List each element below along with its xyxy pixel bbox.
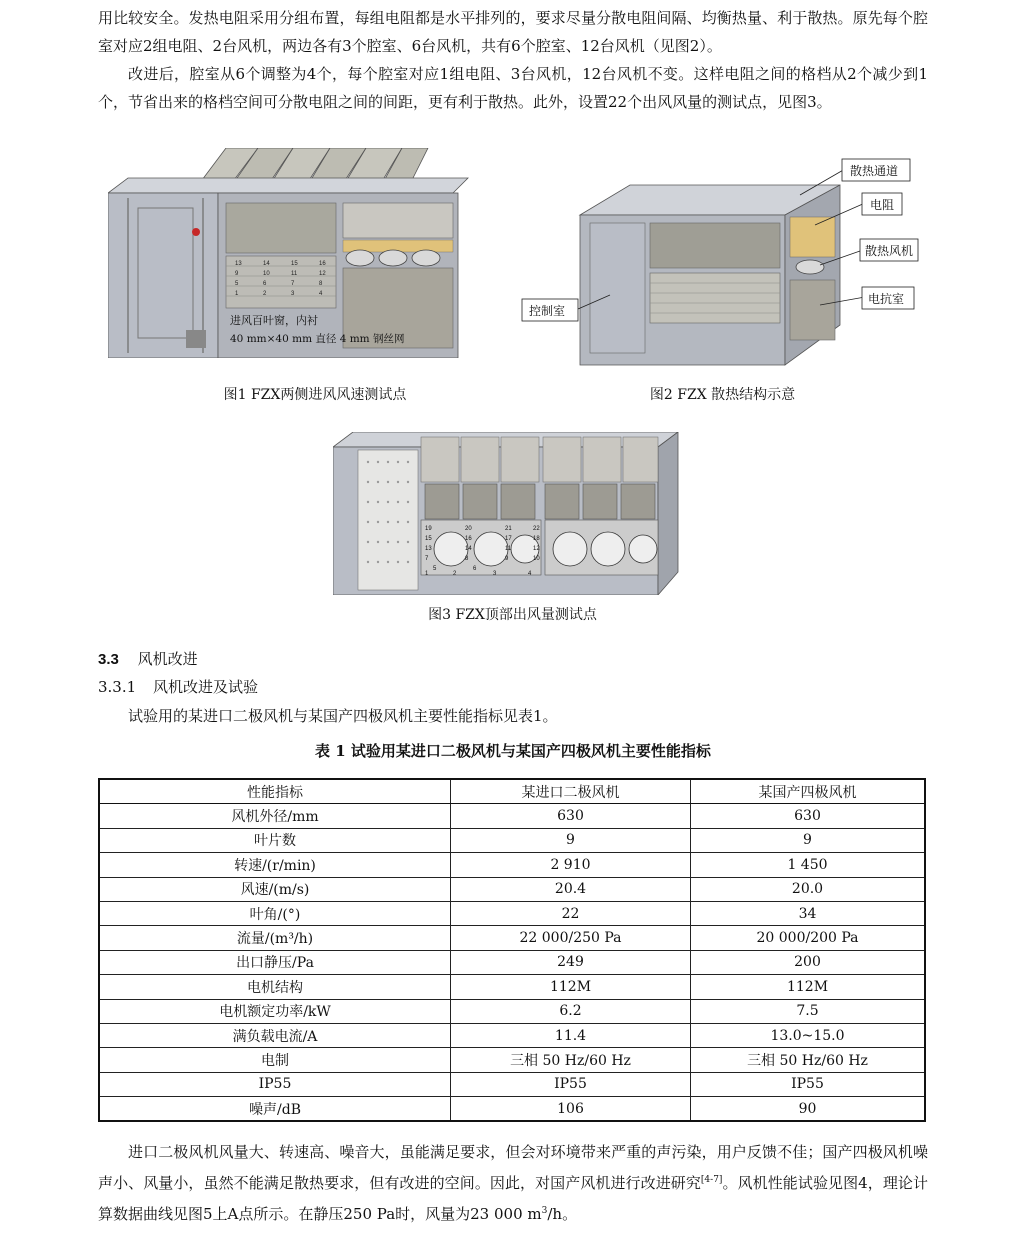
svg-text:2: 2 [453, 571, 457, 577]
paragraph-4-text-b: 。风机性能试验见图4，理论计算数据曲线见图5上A点所示。在静压250 Pa时，风量为23 000 m [98, 1174, 928, 1223]
svg-text:13: 13 [425, 546, 432, 552]
figure-3-container-top-illustration [333, 432, 698, 595]
table-cell: 电制 [99, 1048, 451, 1072]
table-row [99, 901, 925, 925]
performance-table [98, 778, 926, 1122]
table-cell: 流量/(m³/h) [99, 926, 451, 950]
table-cell: 20.4 [451, 877, 691, 901]
figure-3-caption: 图3 FZX顶部出风量测试点 [428, 607, 597, 623]
figure-1-container-illustration [108, 148, 493, 358]
figure-1-caption: 图1 FZX两侧进风风速测试点 [223, 387, 407, 403]
table-cell: 7.5 [691, 999, 926, 1023]
svg-text:10: 10 [263, 271, 270, 277]
table-cell: 叶片数 [99, 828, 451, 852]
table-cell: 风速/(m/s) [99, 877, 451, 901]
svg-text:10: 10 [533, 556, 540, 562]
svg-text:12: 12 [319, 271, 326, 277]
svg-text:4: 4 [528, 571, 532, 577]
table-row [99, 999, 925, 1023]
table-cell: 20.0 [691, 877, 926, 901]
table-cell: 11.4 [451, 1023, 691, 1047]
table-cell: 叶角/(°) [99, 901, 451, 925]
table-cell: 20 000/200 Pa [691, 926, 926, 950]
table-row [99, 1048, 925, 1072]
table-row [99, 975, 925, 999]
table-cell: 34 [691, 901, 926, 925]
subsection-title: 风机改进及试验 [152, 678, 258, 696]
table-cell: 电机额定功率/kW [99, 999, 451, 1023]
svg-text:1: 1 [425, 571, 429, 577]
svg-text:5: 5 [433, 566, 437, 572]
table-cell: 风机外径/mm [99, 804, 451, 828]
svg-text:9: 9 [235, 271, 239, 277]
svg-text:7: 7 [425, 556, 429, 562]
svg-text:1: 1 [235, 291, 239, 297]
table-row [99, 950, 925, 974]
svg-text:17: 17 [505, 536, 512, 542]
fig2-label-reactor: 电抗室 [868, 292, 905, 306]
table-cell: 满负载电流/A [99, 1023, 451, 1047]
table-cell: 9 [691, 828, 926, 852]
unit-superscript: 3 [541, 1206, 548, 1216]
svg-text:14: 14 [465, 546, 472, 552]
table-cell: 200 [691, 950, 926, 974]
table-cell: 转速/(r/min) [99, 853, 451, 877]
fig2-label-resistor: 电阻 [870, 198, 895, 212]
table-cell: 9 [451, 828, 691, 852]
subsection-heading [98, 676, 258, 697]
paragraph-1: 用比较安全。发热电阻采用分组布置，每组电阻都是水平排列的，要求尽量分散电阻间隔、均衡热量、利于散热。原先每个腔室对应2组电阻、2台风机，两边各有3个腔室、6台风机，共有6个腔室、12台风机（见图2）。 [98, 9, 928, 55]
section-heading [98, 648, 198, 669]
citation-ref: [4-7] [700, 1175, 723, 1185]
paragraph-4-text-a: 进口二极风机风量大、转速高、噪音大，虽能满足要求，但会对环境带来严重的声污染，用户反馈不佳；国产四极风机噪声小、风量小，虽然不能满足散热要求，但有改进的空间。因此，对国产风机进行改进研究 [98, 1143, 928, 1192]
svg-text:8: 8 [319, 281, 323, 287]
svg-text:3: 3 [291, 291, 295, 297]
table-cell: 三相 50 Hz/60 Hz [691, 1048, 926, 1072]
figure-2-container-illustration [520, 155, 920, 370]
table-row [99, 804, 925, 828]
table-cell: 22 [451, 901, 691, 925]
svg-text:12: 12 [533, 546, 540, 552]
svg-text:6: 6 [263, 281, 267, 287]
svg-text:6: 6 [473, 566, 477, 572]
table-cell: 112M [691, 975, 926, 999]
svg-text:8: 8 [465, 556, 469, 562]
table-cell: 2 910 [451, 853, 691, 877]
paragraph-2: 改进后，腔室从6个调整为4个，每个腔室对应1组电阻、3台风机，12台风机不变。这样电阻之间的格档从2个减少到1个，节省出来的格档空间可分散电阻之间的间距，更有利于散热。此外，设置22个出风风量的测试点，见图3。 [98, 65, 928, 111]
svg-text:11: 11 [291, 271, 298, 277]
table-row [99, 1097, 925, 1122]
svg-text:19: 19 [425, 526, 432, 532]
figure-2-caption: 图2 FZX 散热结构示意 [649, 387, 796, 403]
svg-text:22: 22 [533, 526, 540, 532]
table-cell: 6.2 [451, 999, 691, 1023]
svg-text:16: 16 [319, 261, 326, 267]
svg-text:21: 21 [505, 526, 512, 532]
fig2-label-duct: 散热通道 [850, 164, 899, 178]
table-cell: 1 450 [691, 853, 926, 877]
table-cell: IP55 [691, 1072, 926, 1096]
svg-text:7: 7 [291, 281, 295, 287]
svg-text:15: 15 [291, 261, 298, 267]
table-cell: IP55 [451, 1072, 691, 1096]
indicator-light-icon [192, 228, 200, 236]
svg-text:5: 5 [235, 281, 239, 287]
table-cell: 13.0~15.0 [691, 1023, 926, 1047]
table-cell: 630 [691, 804, 926, 828]
table-title: 表 1 试验用某进口二极风机与某国产四极风机主要性能指标 [315, 742, 711, 760]
svg-text:3: 3 [493, 571, 497, 577]
paragraph-4 [98, 1138, 928, 1228]
fig2-label-fan: 散热风机 [865, 244, 914, 258]
table-row [99, 1023, 925, 1047]
svg-text:4: 4 [319, 291, 323, 297]
table-cell: 630 [451, 804, 691, 828]
fig1-note-line1: 进风百叶窗，内衬 [230, 314, 318, 327]
table-row [99, 853, 925, 877]
subsection-number: 3.3.1 [98, 678, 137, 696]
table-row [99, 828, 925, 852]
table-row [99, 1072, 925, 1096]
svg-text:9: 9 [505, 556, 509, 562]
table-header: 性能指标 [99, 779, 451, 804]
table-cell: 电机结构 [99, 975, 451, 999]
section-title: 风机改进 [137, 650, 198, 668]
table-cell: 三相 50 Hz/60 Hz [451, 1048, 691, 1072]
table-row [99, 877, 925, 901]
fan-row [346, 250, 440, 266]
svg-text:18: 18 [533, 536, 540, 542]
svg-text:20: 20 [465, 526, 472, 532]
svg-text:14: 14 [263, 261, 270, 267]
table-header: 某国产四极风机 [691, 779, 926, 804]
svg-text:2: 2 [263, 291, 267, 297]
svg-text:15: 15 [425, 536, 432, 542]
table-cell: 出口静压/Pa [99, 950, 451, 974]
fig1-note-line2: 40 mm×40 mm 直径 4 mm 钢丝网 [230, 333, 405, 345]
paragraph-4-text-c: /h。 [547, 1205, 578, 1223]
paragraph-3: 试验用的某进口二极风机与某国产四极风机主要性能指标见表1。 [128, 707, 558, 725]
table-cell: IP55 [99, 1072, 451, 1096]
table-cell: 112M [451, 975, 691, 999]
table-cell: 106 [451, 1097, 691, 1122]
svg-text:13: 13 [235, 261, 242, 267]
table-header-row [99, 779, 925, 804]
section-number: 3.3 [98, 651, 119, 668]
svg-text:11: 11 [505, 546, 512, 552]
table-cell: 噪声/dB [99, 1097, 451, 1122]
fig2-label-control: 控制室 [529, 304, 566, 318]
table-row [99, 926, 925, 950]
table-cell: 249 [451, 950, 691, 974]
table-cell: 22 000/250 Pa [451, 926, 691, 950]
table-cell: 90 [691, 1097, 926, 1122]
svg-text:16: 16 [465, 536, 472, 542]
table-header: 某进口二极风机 [451, 779, 691, 804]
